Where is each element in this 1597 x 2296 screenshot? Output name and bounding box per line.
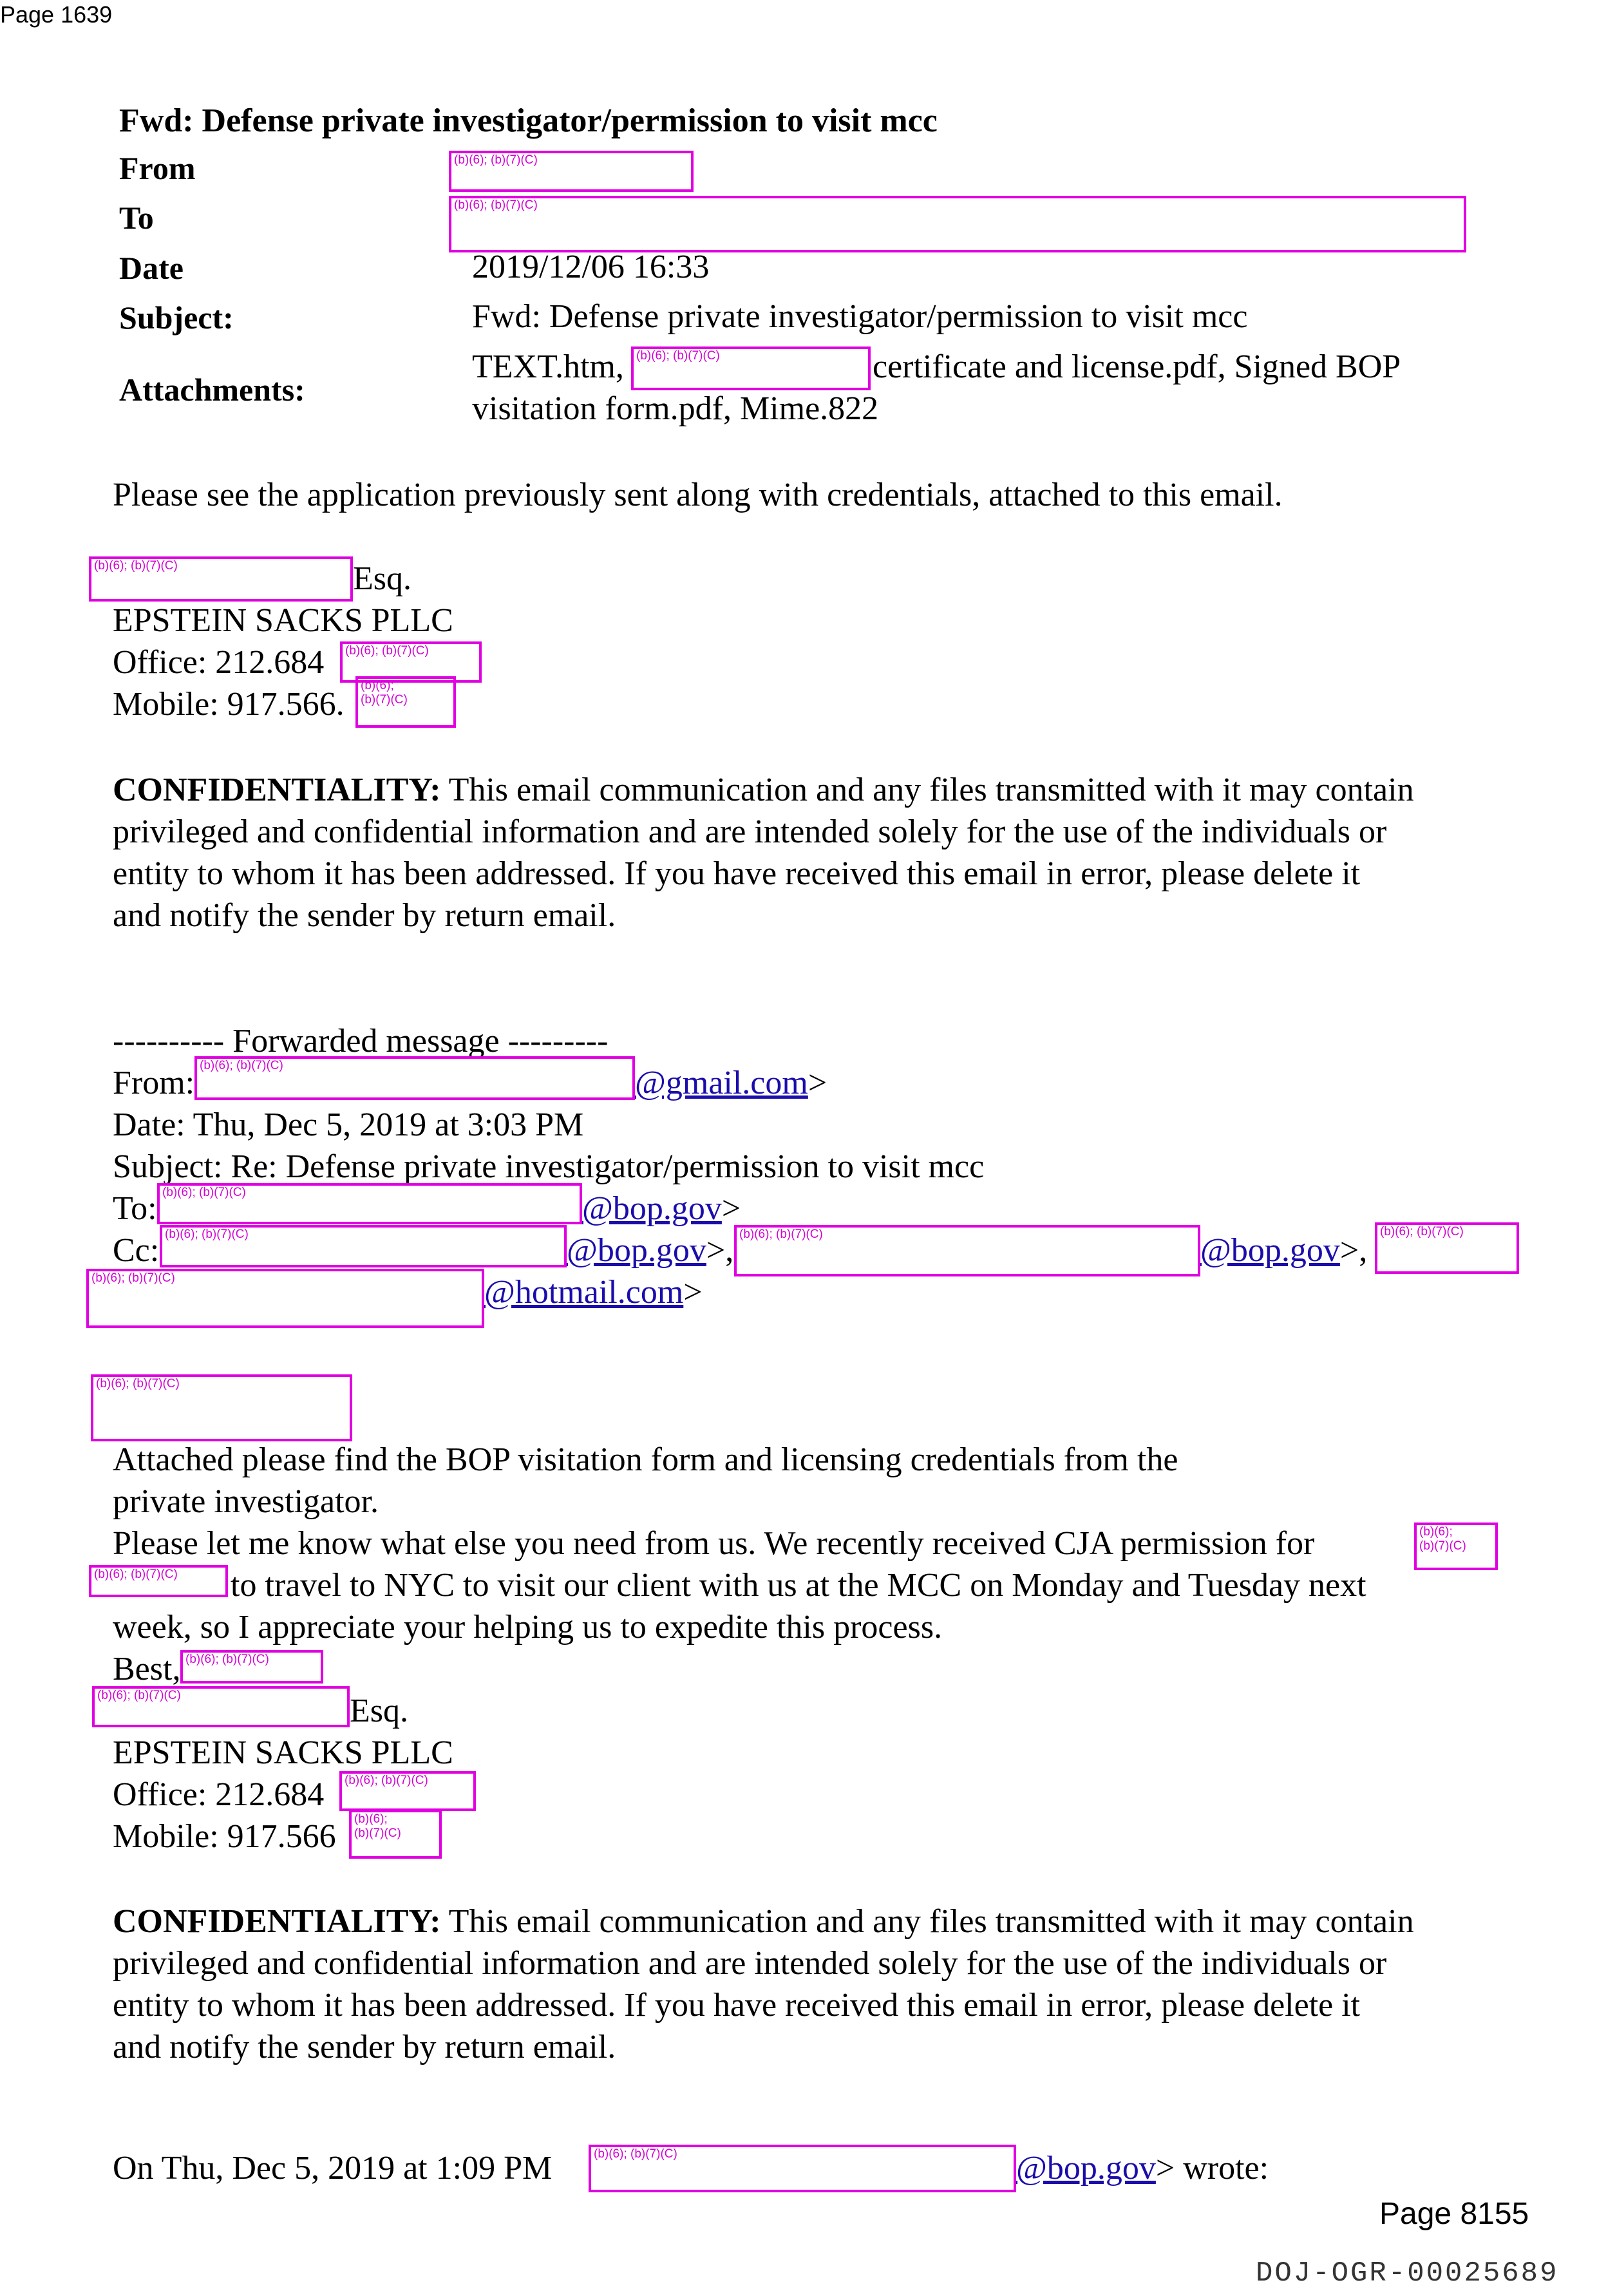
from-label: From bbox=[119, 150, 196, 186]
forwarded-cc-label: Cc: bbox=[113, 1232, 160, 1269]
redaction-box: (b)(6); (b)(7)(C) bbox=[349, 1810, 442, 1859]
redaction-box: (b)(6); (b)(7)(C) bbox=[180, 1650, 323, 1684]
redaction-box: (b)(6); (b)(7)(C) bbox=[157, 1183, 582, 1224]
reply-prefix: On Thu, Dec 5, 2019 at 1:09 PM bbox=[113, 2150, 553, 2187]
subject-label: Subject: bbox=[119, 299, 234, 336]
signature-firm: EPSTEIN SACKS PLLC bbox=[113, 602, 453, 639]
redaction-box: (b)(6); (b)(7)(C) bbox=[92, 1686, 350, 1727]
cc-email-3[interactable]: @hotmail.com> bbox=[484, 1274, 703, 1311]
signature-mobile: Mobile: 917.566. bbox=[113, 686, 345, 723]
date-value: 2019/12/06 16:33 bbox=[472, 249, 710, 285]
forwarded-date: Date: Thu, Dec 5, 2019 at 3:03 PM bbox=[113, 1106, 584, 1143]
attachments-label: Attachments: bbox=[119, 372, 305, 408]
redaction-box: (b)(6); (b)(7)(C) bbox=[734, 1225, 1200, 1276]
message-line-1: Attached please find the BOP visitation form and licensing credentials from the bbox=[113, 1441, 1178, 1478]
signature-firm: EPSTEIN SACKS PLLC bbox=[113, 1734, 453, 1771]
signature-office: Office: 212.684 bbox=[113, 644, 325, 681]
redaction-box: (b)(6); (b)(7)(C) bbox=[355, 676, 456, 728]
attachments-line2: visitation form.pdf, Mime.822 bbox=[472, 390, 879, 427]
signature-office: Office: 212.684 bbox=[113, 1776, 325, 1813]
attachments-line1-a: TEXT.htm, bbox=[472, 348, 624, 385]
forwarded-to-label: To: bbox=[113, 1190, 157, 1227]
email-title: Fwd: Defense private investigator/permission to visit mcc bbox=[119, 102, 938, 139]
redaction-box: (b)(6); (b)(7)(C) bbox=[86, 1269, 484, 1328]
redaction-box: (b)(6); (b)(7)(C) bbox=[1414, 1523, 1498, 1570]
redaction-box: (b)(6); (b)(7)(C) bbox=[449, 151, 694, 192]
message-line-3: Please let me know what else you need from us. We recently received CJA permission for bbox=[113, 1525, 1315, 1562]
to-label: To bbox=[119, 200, 154, 236]
message-line-2: private investigator. bbox=[113, 1483, 379, 1520]
forwarded-from-email[interactable]: @gmail.com> bbox=[635, 1065, 827, 1101]
forwarded-subject: Subject: Re: Defense private investigator/permission to visit mcc bbox=[113, 1148, 985, 1185]
page-number-top: Page 1639 bbox=[0, 1, 113, 28]
confidentiality-notice: CONFIDENTIALITY: This email communication and any files transmitted with it may contain privileged and confidential information and are intended solely for the use of the individuals or entity to whom it has been addressed. If you have received this email in error, please delete it and notify the sender by return email. bbox=[113, 772, 1414, 934]
signature-esq: Esq. bbox=[353, 560, 411, 597]
forwarded-divider: ---------- Forwarded message --------- bbox=[113, 1023, 609, 1059]
page-number-bottom: Page 8155 bbox=[1379, 2197, 1529, 2231]
cc-email-2[interactable]: @bop.gov>, bbox=[1200, 1232, 1368, 1269]
signature-esq: Esq. bbox=[350, 1693, 408, 1729]
reply-email[interactable]: @bop.gov> wrote: bbox=[1016, 2150, 1269, 2187]
redaction-box: (b)(6); (b)(7)(C) bbox=[1375, 1222, 1519, 1274]
redaction-box: (b)(6); (b)(7)(C) bbox=[449, 196, 1466, 252]
cc-email-1[interactable]: @bop.gov>, bbox=[567, 1232, 734, 1269]
redaction-box: (b)(6); (b)(7)(C) bbox=[160, 1225, 567, 1267]
redaction-box: (b)(6); (b)(7)(C) bbox=[89, 556, 353, 602]
redaction-box: (b)(6); (b)(7)(C) bbox=[194, 1056, 635, 1100]
forwarded-from-label: From: bbox=[113, 1065, 195, 1101]
date-label: Date bbox=[119, 250, 184, 286]
attachments-line1-b: certificate and license.pdf, Signed BOP bbox=[873, 348, 1401, 385]
redaction-box: (b)(6); (b)(7)(C) bbox=[589, 2145, 1016, 2192]
bates-number: DOJ-OGR-00025689 bbox=[1256, 2257, 1559, 2290]
intro-text: Please see the application previously sent along with credentials, attached to this email. bbox=[113, 477, 1283, 513]
redaction-box: (b)(6); (b)(7)(C) bbox=[91, 1374, 352, 1441]
message-best: Best, bbox=[113, 1651, 181, 1687]
redaction-box: (b)(6); (b)(7)(C) bbox=[339, 1771, 476, 1811]
message-line-5: week, so I appreciate your helping us to expedite this process. bbox=[113, 1609, 943, 1646]
redaction-box: (b)(6); (b)(7)(C) bbox=[340, 641, 482, 683]
redaction-box: (b)(6); (b)(7)(C) bbox=[631, 346, 871, 390]
confidentiality-notice: CONFIDENTIALITY: This email communication and any files transmitted with it may contain privileged and confidential information and are intended solely for the use of the individuals or entity to whom it has been addressed. If you have received this email in error, please delete it and notify the sender by return email. bbox=[113, 1903, 1414, 2065]
signature-mobile: Mobile: 917.566 bbox=[113, 1818, 336, 1855]
forwarded-to-email[interactable]: @bop.gov> bbox=[582, 1190, 741, 1227]
redaction-box: (b)(6); (b)(7)(C) bbox=[89, 1565, 228, 1597]
message-line-4: to travel to NYC to visit our client with us at the MCC on Monday and Tuesday next bbox=[231, 1567, 1366, 1604]
subject-value: Fwd: Defense private investigator/permission to visit mcc bbox=[472, 298, 1248, 335]
